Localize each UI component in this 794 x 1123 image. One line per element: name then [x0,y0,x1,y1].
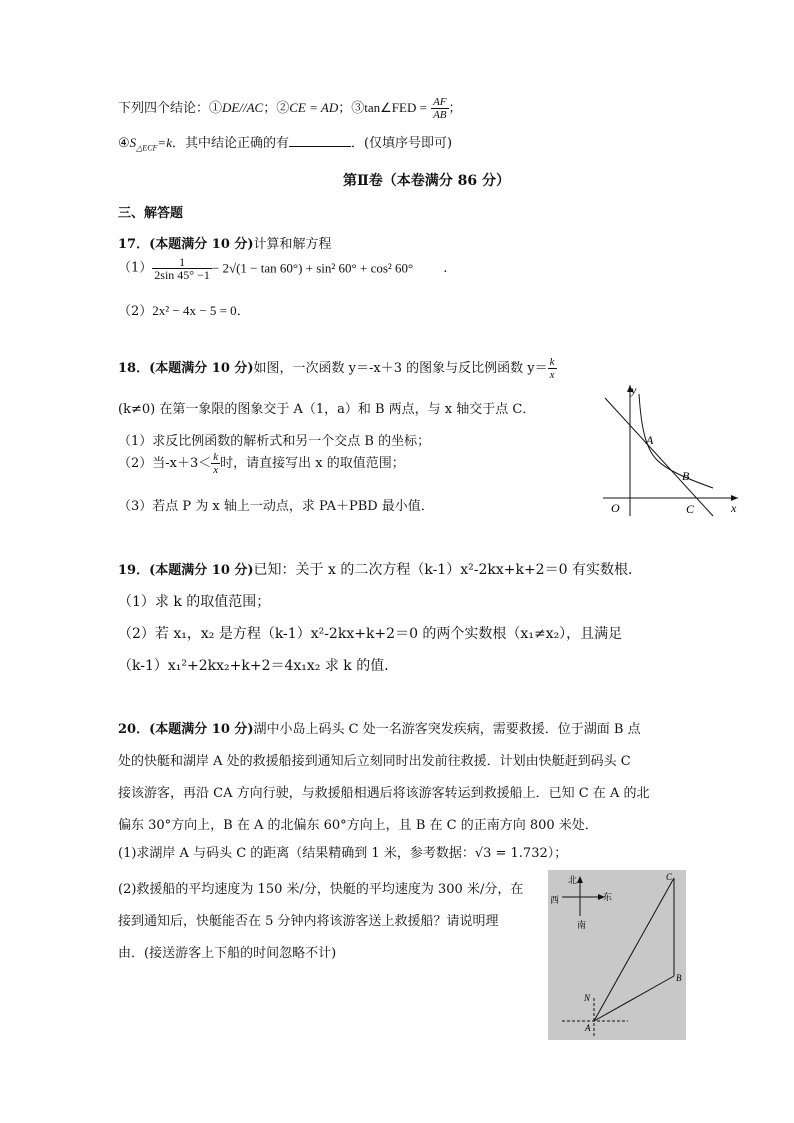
point-a-label: A [646,433,654,447]
q17-text: 计算和解方程 [253,237,332,252]
figure-background [548,870,686,1040]
point-c-label: C [686,502,695,516]
q17-p1-den: 2sin 45° −1 [154,268,210,282]
q19-heading [118,561,642,580]
conclusion-4-line [118,134,452,158]
q18-head: 18．(本题满分 10 分) [118,361,254,376]
c4-end: ．(仅填序号即可) [350,136,453,151]
q19-text: 已知：关于 x 的二次方程（k-1）x²-2kx+k+2＝0 有实数根． [253,562,642,578]
c3-fraction [431,96,448,121]
c3-den: AB [433,109,447,121]
q20-line4: 偏东 30°方向上，B 在 A 的北偏东 60°方向上，且 B 在 C 的正南方向 800 米处． [118,818,598,833]
q18-p2-pre: （2）当-x＋3＜ [118,456,212,471]
c4-mark: ④ [118,136,130,151]
q18-heading [118,356,557,381]
q18-text2: (k≠0) 在第一象限的图象交于 A（1，a）和 B 两点，与 x 轴交于点 C． [118,402,536,417]
c4-sub: △ECF [136,143,158,153]
q18-part1: （1）求反比例函数的解析式和另一个交点 B 的坐标； [118,434,431,449]
point-a-label: A [585,1023,591,1033]
q18-k-over-x [548,356,557,381]
q18-k: k [549,356,555,368]
q20-line1 [118,721,641,739]
q17-p2-eq: 2x² − 4x − 5 = 0 [152,303,237,318]
conclusions-line [118,96,462,121]
part3-title: 三、解答题 [118,206,184,221]
q17-p1-rest: − 2√(1 − tan 60°) + sin² 60° + cos² 60° [211,260,414,276]
south-label: 南 [577,920,587,930]
q20-part2b: 接到通知后，快艇能否在 5 分钟内将该游客送上救援船？请说明理 [118,914,499,929]
north-label: 北 [568,875,578,885]
c4-tail: ．其中结论正确的有 [171,136,289,151]
q18-p2-frac [211,451,220,476]
c3-num: AF [433,96,447,108]
q17-part2 [118,302,250,321]
q20-l1: 湖中小岛上码头 C 处一名游客突发疾病，需要救援．位于湖面 B 点 [253,722,641,737]
c3-mark: ③ [351,101,365,116]
q19-part2a: （2）若 x₁，x₂ 是方程（k-1）x²-2kx+k+2＝0 的两个实数根（x₁≠x₂），且满足 [118,626,623,642]
q17-p1-dot: . [443,260,448,276]
c1-text: DE//AC [222,100,264,115]
q17-heading [118,236,332,254]
q17-head: 17．(本题满分 10 分) [118,237,254,252]
east-label: 东 [603,892,613,902]
q18-text1: 如图，一次函数 y＝-x＋3 的图象与反比例函数 y＝ [253,361,548,376]
c2-text: CE = AD [289,100,339,115]
q17-part1 [118,256,447,281]
c4-s: S [129,135,137,150]
c4-eq: =k [157,135,172,150]
q18-x: x [549,369,555,381]
west-label: 西 [550,895,560,905]
sep: ； [448,101,462,116]
q20-line2: 处的快艇和湖岸 A 处的救援船接到通知后立刻同时出发前往救援．计划由快艇赶到码头 C [118,754,631,769]
c1-mark: ① [209,101,223,116]
q19-part2b: （k-1）x₁²+2kx₂+k+2＝4x₁x₂ 求 k 的值． [118,658,399,674]
q17-p2-end: ． [236,304,250,319]
conclusions-intro: 下列四个结论： [118,101,210,116]
point-c-label: C [666,872,673,882]
q19-head: 19．(本题满分 10 分) [118,563,254,578]
point-b-label: B [682,469,690,483]
q17-p2-label: （2） [118,304,153,319]
q19-part1: （1）求 k 的取值范围； [118,594,271,610]
sep: ； [338,101,352,116]
c3-pre: tan∠FED = [364,100,427,115]
q20-part2a: (2)救援船的平均速度为 150 米/分，快艇的平均速度为 300 米/分，在 [118,882,524,897]
q18-graph [595,380,745,520]
q17-p1-num: 1 [152,256,212,269]
q17-p1-fraction [152,256,212,281]
q18-p2-post: 时，请直接写出 x 的取值范围； [220,456,405,471]
answer-blank[interactable] [289,134,351,147]
y-label: y [631,383,637,397]
origin-label: O [611,501,620,515]
q18-p2-k: k [213,451,219,463]
section2-title: 第Ⅱ卷（本卷满分 86 分） [343,173,511,189]
point-n-label: N [584,993,591,1003]
q20-part2c: 由．(接送游客上下船的时间忽略不计) [118,946,337,961]
q20-part1: (1)求湖岸 A 与码头 C 的距离（结果精确到 1 米，参考数据：√3 = 1.732）； [118,846,568,861]
sep: ； [263,101,277,116]
x-label: x [731,501,737,515]
q17-p1-label: （1） [118,260,153,276]
c2-mark: ② [276,101,290,116]
q20-head: 20．(本题满分 10 分) [118,722,254,737]
q18-p2-x: x [213,464,219,476]
q18-part2 [118,451,405,476]
point-b-label: B [676,973,682,983]
q18-part3: （3）若点 P 为 x 轴上一动点，求 PA＋PBD 最小值． [118,499,434,514]
q20-map-figure [548,870,686,1040]
q20-line3: 接该游客，再沿 CA 方向行驶，与救援船相遇后将该游客转运到救援船上．已知 C 在 A 的北 [118,786,650,801]
